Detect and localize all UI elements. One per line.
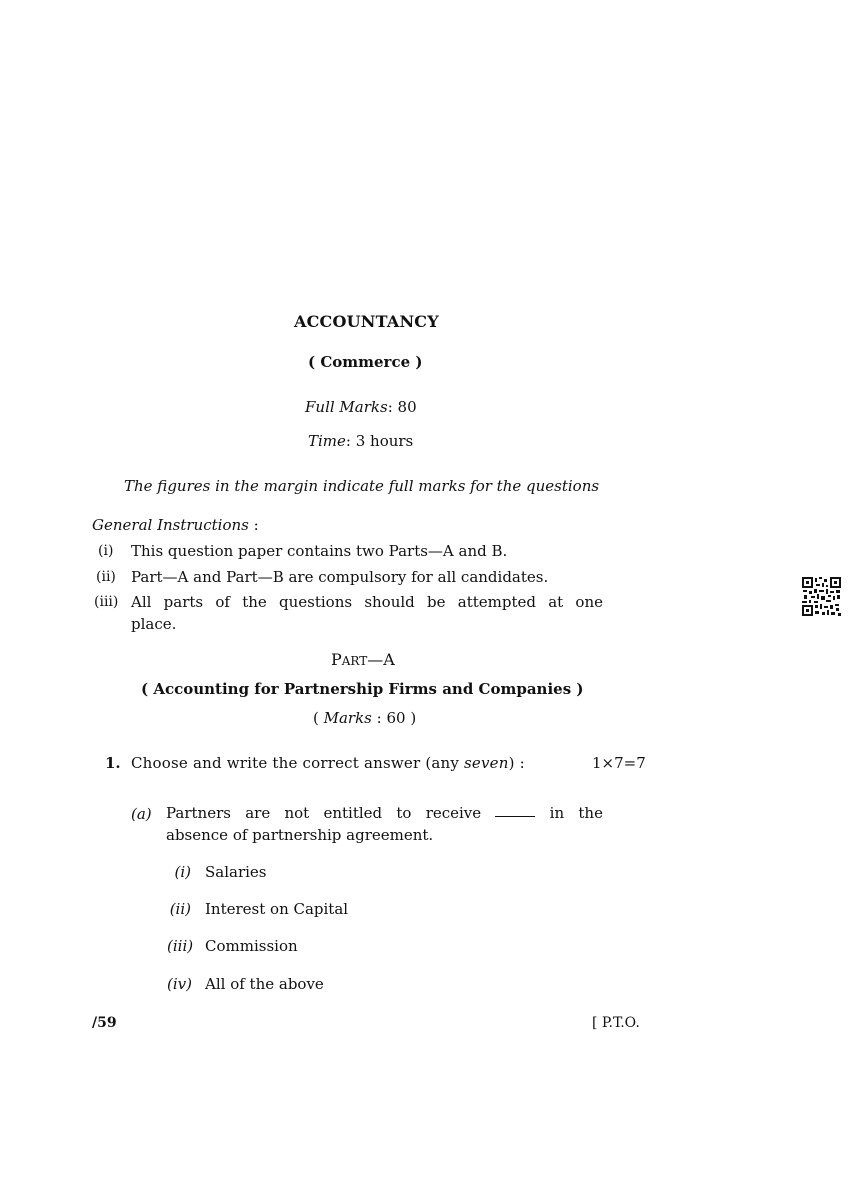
subject-title: ACCOUNTANCY (294, 312, 439, 331)
paper-code: /59 (92, 1015, 117, 1031)
margin-note: The figures in the margin indicate full marks for the questions (124, 477, 600, 495)
general-instructions-heading (92, 516, 259, 534)
part-heading-smallcaps: ART (341, 654, 368, 668)
instruction-text: Part—A and Part—B are compulsory for all candidates. (131, 568, 549, 586)
word: not (284, 804, 310, 822)
time-label: Time (308, 432, 346, 450)
full-marks-label: Full Marks (305, 398, 388, 416)
instruction-number: (iii) (94, 594, 119, 610)
full-marks (305, 398, 417, 416)
question-marks: 1×7=7 (592, 754, 646, 772)
option-label: (iii) (167, 937, 194, 955)
full-marks-value: : 80 (387, 398, 417, 416)
part-heading-initial: P (331, 650, 342, 669)
sub-question-line-2: absence of partnership agreement. (166, 826, 434, 844)
part-a-marks (313, 709, 416, 727)
word: are (245, 804, 271, 822)
option-text: Salaries (205, 863, 267, 881)
please-turn-over: [ P.T.O. (592, 1015, 640, 1031)
general-instructions-label: General Instructions (92, 516, 249, 534)
instruction-text: This question paper contains two Parts—A and B. (131, 542, 508, 560)
part-heading-suffix: —A (367, 650, 395, 669)
instruction-number: (ii) (96, 569, 116, 585)
question-text-after: ) : (508, 754, 525, 772)
part-marks-open: ( (313, 709, 324, 727)
part-a-subtitle: ( Accounting for Partnership Firms and Companies ) (141, 680, 584, 698)
option-text: Commission (205, 937, 298, 955)
option-label: (ii) (169, 900, 191, 918)
word: Partners (166, 804, 231, 822)
option-label: (iv) (167, 975, 192, 993)
stream-label: ( Commerce ) (308, 353, 423, 371)
qr-code-icon (802, 577, 841, 616)
answer-blank (495, 802, 535, 817)
option-label: (i) (174, 863, 191, 881)
question-text-italic: seven (464, 754, 509, 772)
word: in (549, 804, 565, 822)
sub-question-label: (a) (131, 805, 152, 823)
part-marks-label: Marks (323, 709, 372, 727)
option-text: Interest on Capital (205, 900, 349, 918)
question-text-before: Choose and write the correct answer (any (131, 754, 465, 772)
part-a-heading (331, 650, 395, 669)
instruction-number: (i) (98, 543, 114, 559)
part-marks-value: : 60 ) (371, 709, 417, 727)
general-instructions-colon: : (248, 516, 259, 534)
instruction-text: All parts of the questions should be attempted at one (131, 593, 603, 611)
question-number: 1. (105, 754, 121, 772)
sub-question-text (166, 802, 603, 846)
option-text: All of the above (205, 975, 324, 993)
sub-question-line-1 (166, 802, 603, 824)
time-value: : 3 hours (345, 432, 414, 450)
word: receive (425, 804, 482, 822)
instruction-text-continued: place. (131, 615, 177, 633)
word: entitled (323, 804, 383, 822)
time-allowed (308, 432, 413, 450)
question-text (131, 754, 525, 772)
word: to (396, 804, 412, 822)
word: the (578, 804, 603, 822)
